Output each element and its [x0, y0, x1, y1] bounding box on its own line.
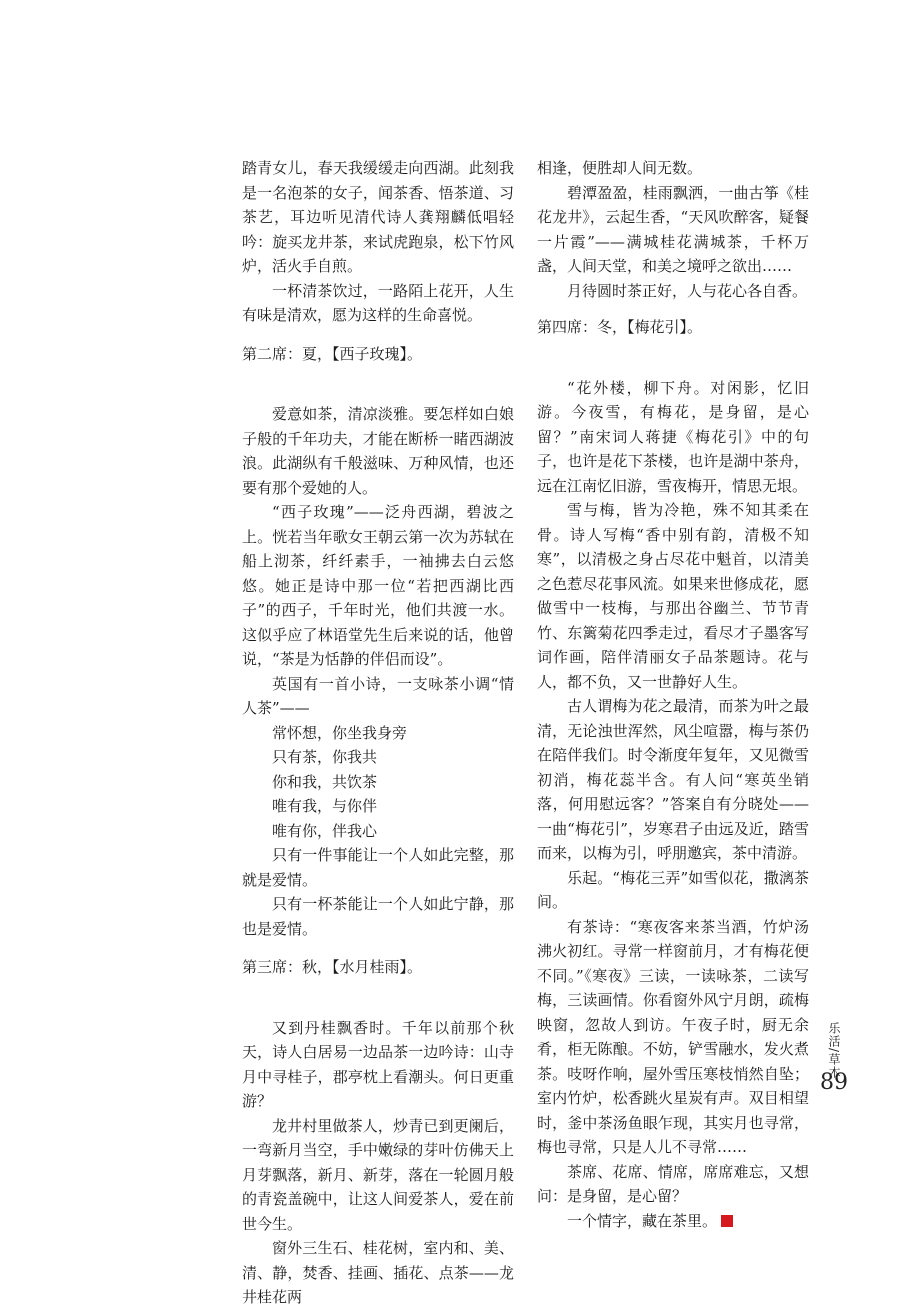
paragraph: 碧潭盈盈，桂雨飘洒，一曲古筝《桂花龙井》，云起生香，“天风吹醉客，疑餐一片霞”——满城桂花满城茶，千杯万盏，人间天堂，和美之境呼之欲出…… [537, 183, 809, 275]
page-number: 89 [820, 1070, 848, 1095]
paragraph: 有茶诗：“寒夜客来茶当酒，竹炉汤沸火初红。寻常一样窗前月，才有梅花便不同。”《寒夜》三读，一读咏茶，二读写梅，三读画情。你看窗外风宁月朗，疏梅映窗，忽故人到访。午夜子时，厨无余肴，柜无陈酿。不妨，铲雪融水，发火煮茶。吱呀作响，屋外雪压寒枝悄然自坠；室内竹炉，松香跳火星炭有声。双目相望时，釜中茶汤鱼眼乍现，其实月也寻常，梅也寻常，只是人儿不寻常…… [537, 917, 809, 1156]
paragraph: 窗外三生石、桂花树，室内和、美、清、静，焚香、挂画、插花、点茶——龙井桂花两 [242, 1239, 514, 1306]
paragraph: 相逢，便胜却人间无数。 [537, 159, 703, 177]
poem-line: 只有茶，你我共 [272, 748, 378, 766]
paragraph: “西子玫瑰”——泛舟西湖，碧波之上。恍若当年歌女王朝云第一次为苏轼在船上沏茶，纤纤素手，一袖拂去白云悠悠。她正是诗中那一位“若把西湖比西子”的西子，千年时光，他们共渡一水。这似乎应了林语堂先生后来说的话，他曾说，“茶是为恬静的伴侣而设”。 [242, 503, 514, 668]
paragraph: “花外楼，柳下舟。对闲影，忆旧游。今夜雪，有梅花，是身留，是心留？”南宋词人蒋捷《梅花引》中的句子，也许是花下茶楼，也许是湖中茶舟，远在江南忆旧游，雪夜梅开，情思无垠。 [537, 378, 809, 495]
paragraph: 茶席、花席、情席，席席难忘，又想问：是身留，是心留？ [537, 1162, 809, 1205]
end-of-article-mark [721, 1215, 733, 1227]
paragraph: 又到丹桂飘香时。千年以前那个秋天，诗人白居易一边品茶一边吟诗：山寺月中寻桂子，郡亭枕上看潮头。何日更重游？ [242, 1018, 514, 1110]
paragraph: 踏青女儿，春天我缓缓走向西湖。此刻我是一名泡茶的女子，闻茶香、悟茶道、习茶艺，耳边听见清代诗人龚翔麟低唱轻吟：旋买龙井茶，来试虎跑泉，松下竹风炉，活火手自煎。 [242, 159, 514, 275]
poem-line: 唯有你，伴我心 [272, 821, 378, 840]
paragraph: 爱意如茶，清凉淡雅。要怎样如白娘子般的千年功夫，才能在断桥一睹西湖波浪。此湖纵有千般滋味、万种风情，也还要有那个爱她的人。 [242, 405, 514, 497]
paragraph: 英国有一首小诗，一支咏茶小调“情人茶”—— [242, 674, 514, 717]
left-column [242, 156, 514, 1310]
paragraph: 乐起。“梅花三弄”如雪似花，撒漓茶间。 [537, 868, 809, 911]
poem-line: 唯有我，与你伴 [272, 797, 378, 815]
poem-line: 你和我，共饮茶 [272, 772, 378, 791]
section-heading-autumn: 第三席：秋，【水月桂雨】。 [242, 958, 423, 976]
paragraph: 雪与梅，皆为冷艳，殊不知其柔在骨。诗人写梅“香中别有韵，清极不知寒”，以清极之身占尽花中魁首，以清美之色惹尽花事风流。如果来世修成花，愿做雪中一枝梅，与那出谷幽兰、节节青竹、东篱菊花四季走过，看尽才子墨客写词作画，陪伴清丽女子品茶题诗。花与人，都不负，又一世静好人生。 [537, 501, 809, 691]
section-heading-winter: 第四席：冬，【梅花引】。 [537, 318, 703, 336]
paragraph: 一杯清茶饮过，一路陌上花开，人生有味是清欢，愿为这样的生命喜悦。 [242, 281, 514, 324]
poem-line: 常怀想，你坐我身旁 [272, 723, 408, 742]
paragraph: 只有一杯茶能让一个人如此宁静，那也是爱情。 [242, 895, 514, 938]
final-paragraph [537, 1209, 809, 1234]
right-column [537, 156, 809, 1233]
paragraph: 古人谓梅为花之最清，而茶为叶之最清，无论浊世浑然，风尘喧嚣，梅与茶仍在陪伴我们。时令渐度年复年，又见微雪初消，梅花蕊半含。有人问“寒英坐销落，何用慰远客？”答案自有分晓处——一曲“梅花引”，岁寒君子由远及近，踏雪而来，以梅为引，呼朋邀宾，茶中清游。 [537, 697, 809, 862]
section-heading-summer: 第二席：夏，【西子玫瑰】。 [242, 344, 423, 363]
paragraph: 月待圆时茶正好，人与花心各自香。 [567, 281, 808, 300]
section-label: 乐活/草木 [827, 1022, 841, 1080]
paragraph-text: 一个情字，藏在茶里。 [567, 1211, 718, 1230]
paragraph: 只有一件事能让一个人如此完整，那就是爱情。 [242, 846, 514, 889]
paragraph: 龙井村里做茶人，炒青已到更阑后，一弯新月当空，手中嫩绿的芽叶仿佛天上月芽飘落，新月、新芽，落在一轮圆月般的青瓷盖碗中，让这人间爱茶人，爱在前世今生。 [242, 1116, 514, 1233]
